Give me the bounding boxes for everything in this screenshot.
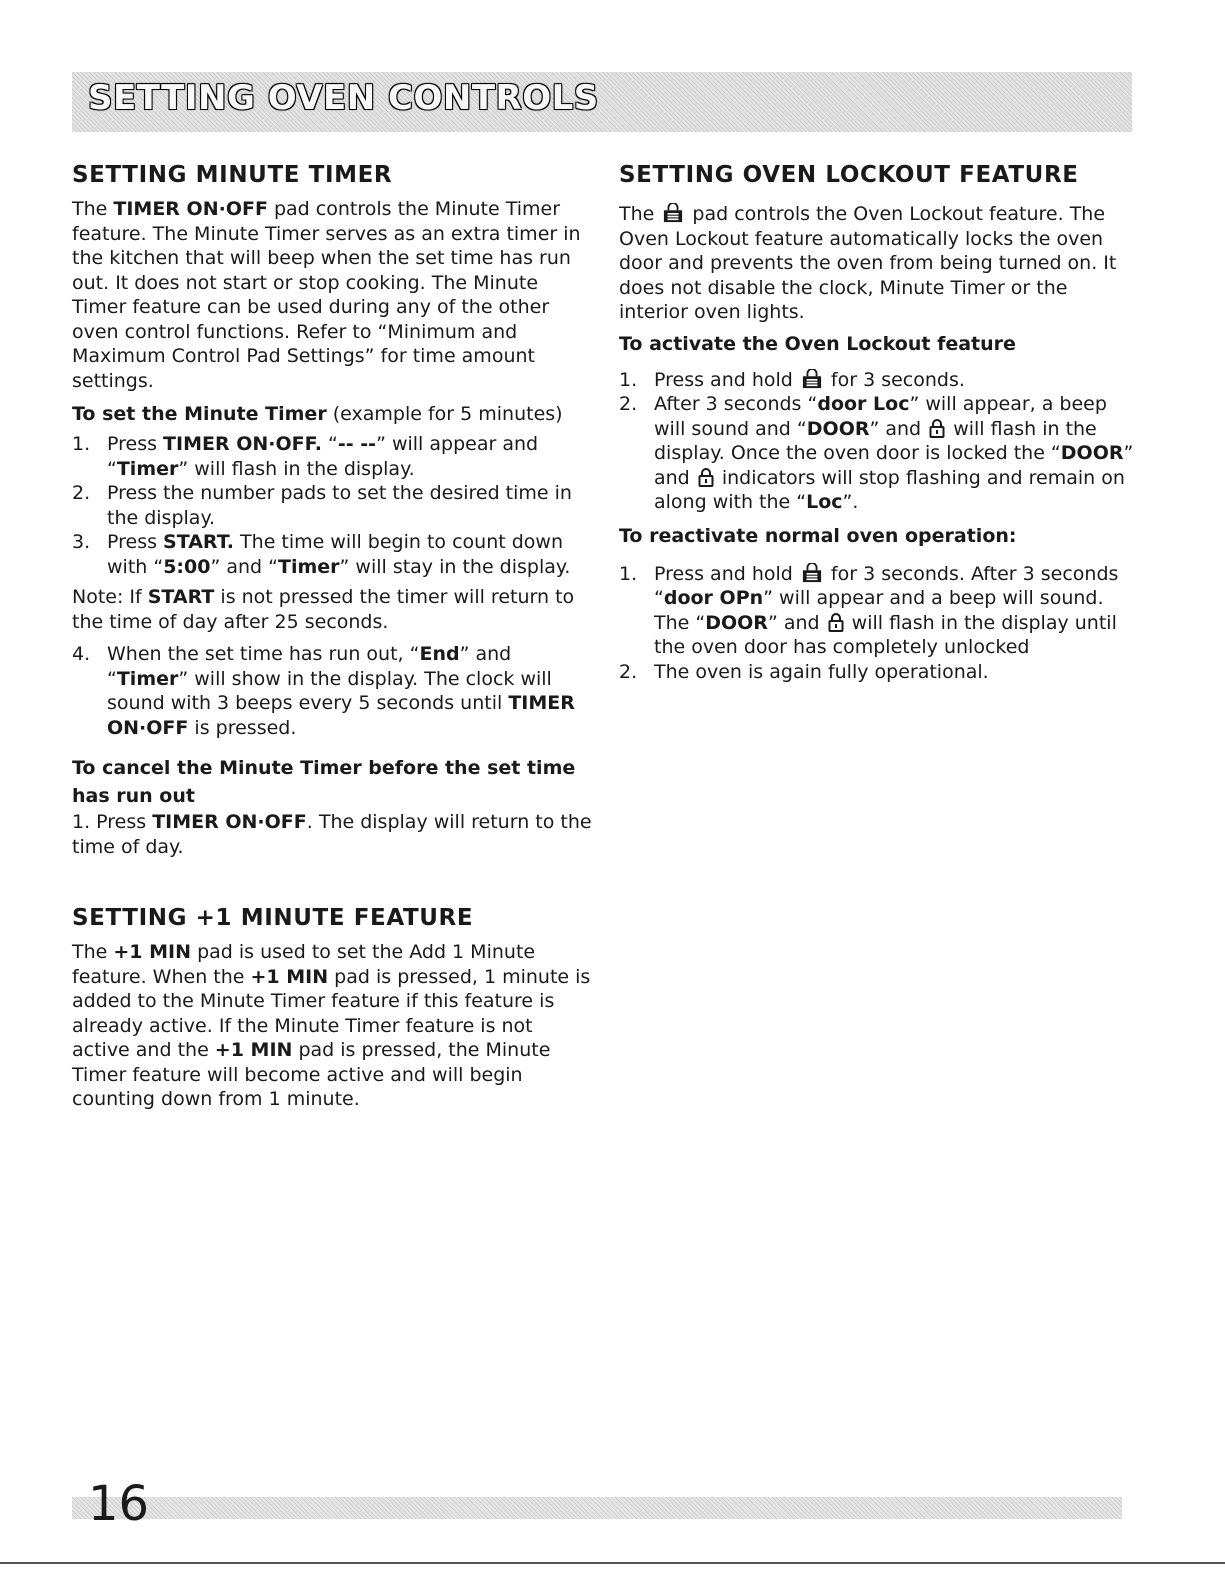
minute-timer-intro (72, 197, 592, 393)
list-item (619, 368, 1139, 393)
step-number: 2. (619, 393, 638, 415)
text-run: ” and “ (210, 555, 278, 578)
step-number: 1. (72, 433, 91, 455)
display-text: DOOR (705, 611, 768, 634)
display-text: Timer (116, 457, 179, 480)
pad-name: START (147, 586, 215, 608)
pad-name: TIMER ON·OFF (107, 692, 575, 739)
pad-name: +1 MIN (214, 1039, 293, 1061)
text-run: Press and hold (654, 368, 799, 391)
step-number: 1. (619, 562, 638, 585)
step-number: 3. (72, 531, 91, 553)
reactivate-heading: To reactivate normal oven operation: (619, 524, 1017, 547)
activate-lockout-heading: To activate the Oven Lockout feature (619, 332, 1016, 355)
oven-lockout-intro (619, 202, 1139, 325)
text-run: is pressed. (188, 716, 297, 739)
display-text: 5:00 (163, 555, 211, 578)
lockout-key-icon (801, 369, 823, 389)
text-run: 1. Press (72, 811, 153, 833)
text-run: pad is pressed, the Minute Timer feature will become active and will begin counting down from 1 minute. (72, 1039, 551, 1110)
cancel-timer-step (72, 810, 592, 859)
padlock-icon (698, 467, 714, 487)
set-timer-heading (72, 401, 592, 428)
text-run: ” and (654, 442, 1134, 489)
text-run: Press (107, 433, 164, 455)
text-run: ” will appear, a beep will sound and “ (654, 393, 1107, 440)
list-item (619, 562, 1139, 660)
section-title-plus-one-minute: SETTING +1 MINUTE FEATURE (72, 905, 474, 931)
subheading-bold: To set the Minute Timer (72, 403, 327, 425)
text-run: The (72, 198, 114, 220)
left-column (72, 160, 592, 1112)
text-run: pad controls the Minute Timer feature. The Minute Timer serves as an extra timer in the kitchen that will beep when the set time has run out. It does not start or stop cooking. The Minute Timer feature can be used during any of the other oven control functions. Refer to “Minimum and Maximum Control Pad Settings” for time amount settings. (72, 198, 581, 392)
set-timer-steps (72, 432, 592, 579)
list-item (72, 530, 592, 579)
text-run: pad controls the Oven Lockout feature. The Oven Lockout feature automatically locks the oven door and prevents the oven from being turned on. It does not disable the clock, Minute Timer or the interior oven lights. (619, 203, 1117, 323)
display-text: End (419, 643, 460, 665)
text-run: is not pressed the timer will return to the time of day after 25 seconds. (72, 586, 575, 633)
pad-name: TIMER ON·OFF. (163, 433, 323, 455)
text-run: After 3 seconds “ (654, 393, 818, 415)
text-run: The (619, 203, 661, 225)
pad-name: START. (163, 531, 234, 553)
text-run: pad is pressed, 1 minute is added to the Minute Timer feature if this feature is already active. If the Minute Timer feature is not active and the (72, 965, 591, 1061)
footer-band (72, 1497, 1122, 1519)
lockout-key-icon (801, 563, 823, 583)
text-run: ” and (869, 417, 928, 440)
pad-name: TIMER ON·OFF (113, 198, 268, 220)
reactivate-steps (619, 562, 1139, 685)
text-run: ” and (767, 611, 826, 634)
text-run: Note: If (72, 586, 148, 608)
list-item (619, 660, 1139, 685)
bottom-divider (0, 1562, 1225, 1564)
timer-note (72, 585, 592, 634)
text-run: Press and hold (654, 562, 799, 585)
text-run: will flash in the display. Once the oven door is locked the “ (654, 417, 1097, 464)
section-title-oven-lockout: SETTING OVEN LOCKOUT FEATURE (619, 162, 1079, 188)
list-item (619, 392, 1139, 515)
pad-name: TIMER ON·OFF (152, 811, 307, 833)
text-run: ” will appear and a beep will sound. The “ (654, 587, 1104, 634)
timer-step-four (72, 642, 592, 740)
list-item (72, 642, 592, 740)
page-title: SETTING OVEN CONTROLS (88, 78, 599, 118)
text-run: Press (107, 531, 164, 553)
text-run: indicators will stop flashing and remain on along with the “ (654, 466, 1125, 513)
display-text: Timer (116, 667, 179, 690)
padlock-icon (828, 612, 844, 632)
display-text: Loc (806, 491, 843, 513)
text-run: ” will appear and “ (107, 433, 539, 480)
text-run: ” will flash in the display. (178, 457, 415, 480)
step-number: 2. (72, 482, 91, 504)
list-item (72, 481, 592, 530)
step-number: 2. (619, 660, 638, 683)
text-run: The oven is again fully operational. (654, 660, 989, 683)
display-text: -- -- (337, 433, 377, 455)
list-item (72, 432, 592, 481)
text-run: ” will show in the display. The clock will sound with 3 beeps every 5 seconds until (107, 667, 552, 714)
cancel-timer-heading: To cancel the Minute Timer before the set time has run out (72, 757, 576, 807)
header-banner (72, 72, 1132, 132)
text-run: will flash in the display until the oven door has completely unlocked (654, 611, 1117, 658)
display-text: DOOR (806, 417, 870, 440)
pad-name: +1 MIN (113, 941, 192, 963)
display-text: door Loc (817, 393, 910, 415)
plus-one-minute-text (72, 940, 592, 1112)
right-column (619, 160, 1139, 684)
subheading-note: (example for 5 minutes) (326, 403, 563, 425)
text-run: Press the number pads to set the desired time in the display. (107, 482, 572, 529)
step-number: 1. (619, 368, 638, 391)
text-run: for 3 seconds. (824, 368, 965, 391)
lockout-key-icon (662, 203, 684, 223)
text-run: The (72, 941, 114, 963)
page-number: 16 (88, 1476, 150, 1532)
display-text: Timer (277, 555, 340, 578)
text-run: for 3 seconds. After 3 seconds “ (654, 562, 1119, 609)
text-run: ” and “ (107, 643, 512, 690)
display-text: DOOR (1060, 442, 1124, 464)
padlock-icon (929, 418, 945, 438)
display-text: door OPn (663, 587, 764, 609)
pad-name: +1 MIN (250, 965, 329, 988)
text-run: The time will begin to count down with “ (107, 531, 563, 578)
text-run: ”. (842, 491, 859, 513)
section-title-minute-timer: SETTING MINUTE TIMER (72, 162, 393, 188)
text-run: . The display will return to the time of day. (72, 811, 592, 858)
text-run: “ (322, 433, 338, 455)
text-run: ” will stay in the display. (339, 555, 571, 578)
text-run: When the set time has run out, “ (107, 643, 420, 665)
step-number: 4. (72, 643, 91, 665)
activate-lockout-steps (619, 368, 1139, 515)
text-run: pad is used to set the Add 1 Minute feature. When the (72, 941, 536, 988)
